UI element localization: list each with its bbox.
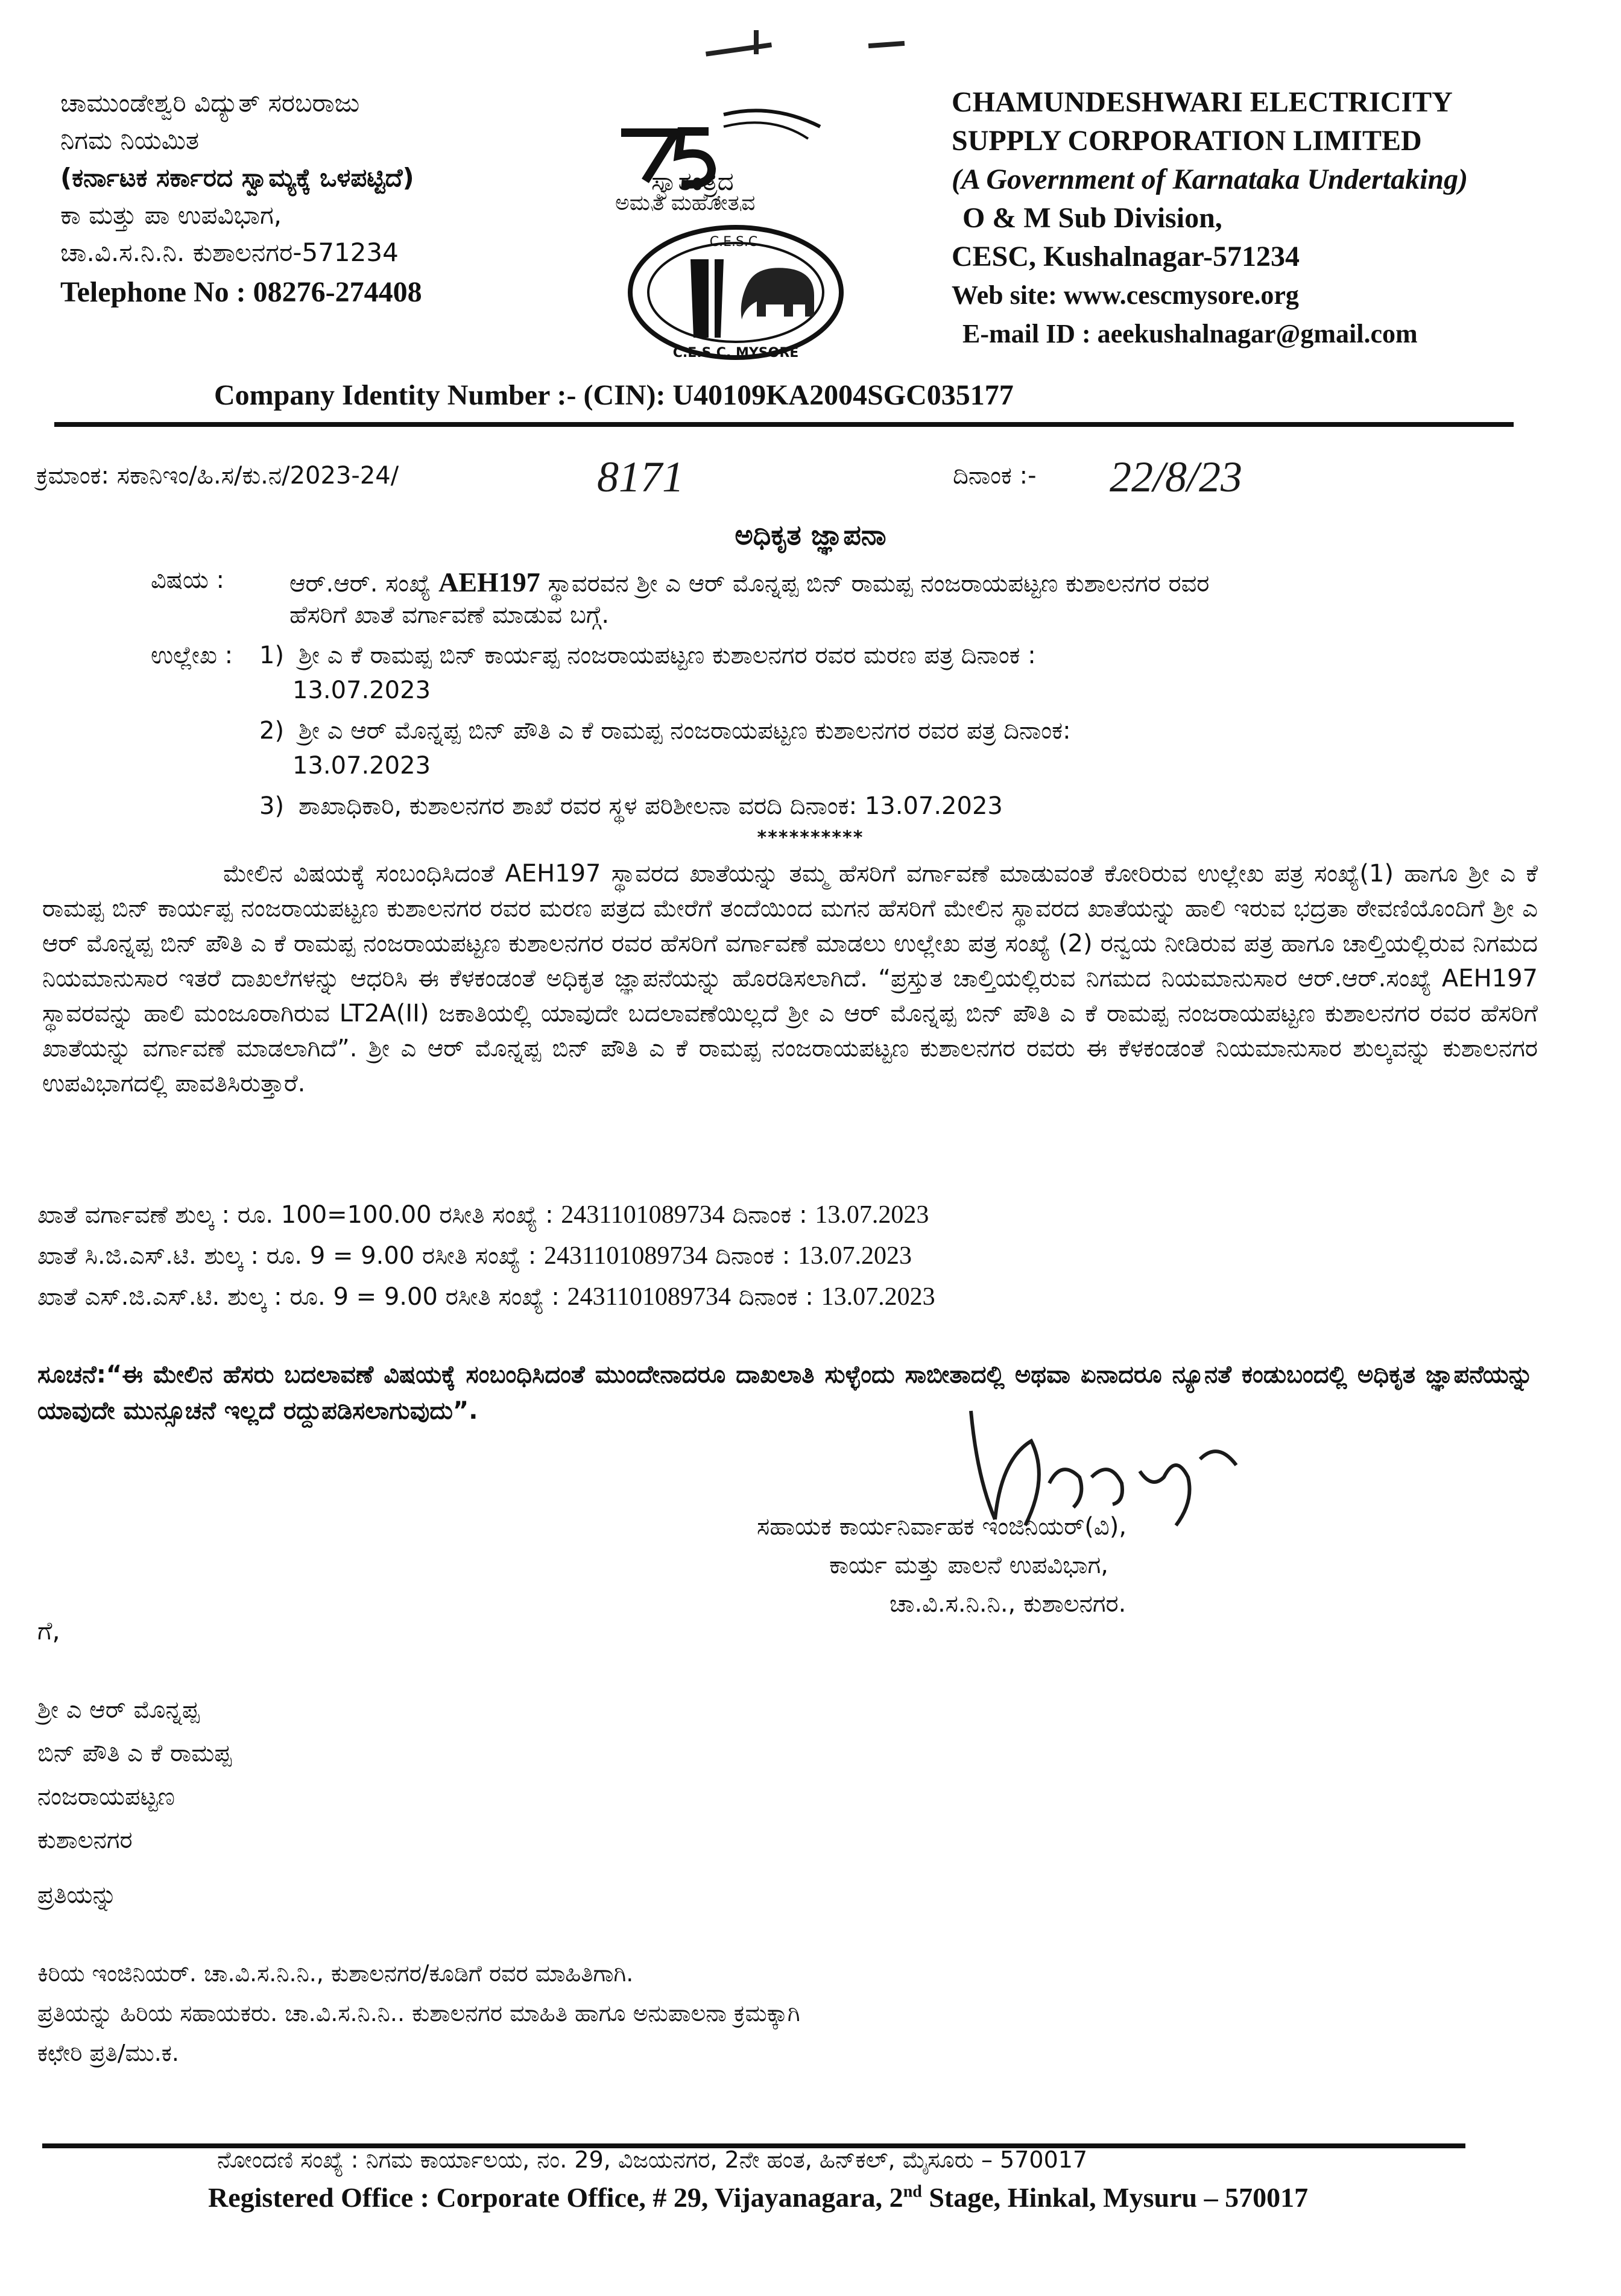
fee-date-label: ದಿನಾಂಕ : xyxy=(732,1201,807,1229)
addressee-line: ಬಿನ್ ಪೌತಿ ಎ ಕೆ ರಾಮಪ್ಪ xyxy=(37,1739,232,1767)
footer-english-post: Stage, Hinkal, Mysuru – 570017 xyxy=(921,2182,1309,2213)
sub-division: O & M Sub Division, xyxy=(962,202,1222,234)
company-identity-number: Company Identity Number :- (CIN): U40109KA2004SGC035177 xyxy=(214,379,1014,411)
addressee-line: ನಂಜರಾಯಪಟ್ಟಣ xyxy=(37,1783,175,1811)
office-address: CESC, Kushalnagar-571234 xyxy=(952,241,1300,273)
references-label: ಉಲ್ಲೇಖ : xyxy=(151,642,233,669)
fee-row xyxy=(37,1238,1485,1274)
telephone: Telephone No : 08276-274408 xyxy=(60,276,422,308)
copy-block xyxy=(37,1954,800,2073)
footer-registered-office xyxy=(208,2181,1308,2213)
fee-label: ಖಾತೆ ಎಸ್.ಜಿ.ಎಸ್.ಟಿ. ಶುಲ್ಕ : ರೂ. 9 = 9.00 ರಸೀತಿ ಸಂಖ್ಯೆ : xyxy=(37,1283,560,1311)
addressee-block xyxy=(37,1688,232,1862)
scan-mark xyxy=(868,41,905,48)
subject-text-pre: ಆರ್.ಆರ್. ಸಂಖ್ಯೆ xyxy=(289,570,431,598)
scan-mark xyxy=(754,30,759,54)
fee-date-label: ದಿನಾಂಕ : xyxy=(738,1283,814,1311)
subject-label: ವಿಷಯ : xyxy=(151,566,225,594)
body-text: ಮೇಲಿನ ವಿಷಯಕ್ಕೆ ಸಂಬಂಧಿಸಿದಂತೆ AEH197 ಸ್ಥಾವರದ ಖಾತೆಯನ್ನು ತಮ್ಮ ಹೆಸರಿಗೆ ವರ್ಗಾವಣೆ ಮಾಡುವಂತೆ ಕೋರಿರುವ ಉಲ್ಲೇಖ ಪತ್ರ ಸಂಖ್ಯೆ(1) ಹಾಗೂ ಶ್ರೀ ಎ ಕೆ ರಾಮಪ್ಪ ಬಿನ್ ಕಾರ್ಯಪ್ಪ ನಂಜರಾಯಪಟ್ಟಣ ಕುಶಾಲನಗರ ರವರ ಮರಣ ಪತ್ರದ ಮೇರೆಗೆ ತಂದೆಯಿಂದ ಮಗನ ಹೆಸರಿಗೆ ಮೇಲಿನ ಸ್ಥಾವರದ ಖಾತೆಯನ್ನು ಹಾಲಿ ಇರುವ ಭದ್ರತಾ ಠೇವಣಿಯೊಂದಿಗೆ ಶ್ರೀ ಎ ಆರ್ ಮೊನ್ನಪ್ಪ ಬಿನ್ ಪೌತಿ ಎ ಕೆ ರಾಮಪ್ಪ ನಂಜರಾಯಪಟ್ಟಣ ಕುಶಾಲನಗರ ರವರ ಹೆಸರಿಗೆ ವರ್ಗಾವಣೆ ಮಾಡಲು ಉಲ್ಲೇಖ ಪತ್ರ ಸಂಖ್ಯೆ (2) ರನ್ವಯ ನೀಡಿರುವ ಪತ್ರ ಹಾಗೂ ಚಾಲ್ತಿಯಲ್ಲಿರುವ ನಿಗಮದ ನಿಯಮಾನುಸಾರ ಇತರೆ ದಾಖಲೆಗಳನ್ನು ಆಧರಿಸಿ ಈ ಕೆಳಕಂಡಂತೆ ಅಧಿಕೃತ ಜ್ಞಾಪನೆಯನ್ನು ಹೊರಡಿಸಲಾಗಿದೆ. “ಪ್ರಸ್ತುತ ಚಾಲ್ತಿಯಲ್ಲಿರುವ ನಿಗಮದ ನಿಯಮಾನುಸಾರ ಆರ್.ಆರ್.ಸಂಖ್ಯೆ AEH197 ಸ್ಥಾವರವನ್ನು ಹಾಲಿ ಮಂಜೂರಾಗಿರುವ LT2A(II) ಜಕಾತಿಯಲ್ಲಿ ಯಾವುದೇ ಬದಲಾವಣೆಯಿಲ್ಲದೆ ಶ್ರೀ ಎ ಆರ್ ಮೊನ್ನಪ್ಪ ಬಿನ್ ಪೌತಿ ಎ ಕೆ ರಾಮಪ್ಪ ನಂಜರಾಯಪಟ್ಟಣ ಕುಶಾಲನಗರ ರವರ ಹೆಸರಿಗೆ ಖಾತೆಯನ್ನು ವರ್ಗಾವಣೆ ಮಾಡಲಾಗಿದೆ”. ಶ್ರೀ ಎ ಆರ್ ಮೊನ್ನಪ್ಪ ಬಿನ್ ಪೌತಿ ಎ ಕೆ ರಾಮಪ್ಪ ನಂಜರಾಯಪಟ್ಟಣ ಕುಶಾಲನಗರ ರವರು ಈ ಕೆಳಕಂಡಂತೆ ನಿಯಮಾನುಸಾರ ಶುಲ್ಕವನ್ನು ಕುಶಾಲನಗರ ಉಪವಿಭಾಗದಲ್ಲಿ ಪಾವತಿಸಿರುತ್ತಾರೆ. xyxy=(42,860,1538,1097)
fees-block xyxy=(37,1197,1485,1315)
copy-line: ಕಛೇರಿ ಪ್ರತಿ/ಮು.ಕ. xyxy=(37,2040,179,2066)
subject-line-2: ಹೆಸರಿಗೆ ಖಾತೆ ವರ್ಗಾವಣೆ ಮಾಡುವ ಬಗ್ಗೆ. xyxy=(289,601,610,629)
azadi-text-1: ಸ್ವಾತಂತ್ರ್ಯದ xyxy=(651,166,734,196)
svg-text:C.E.S.C.: C.E.S.C. xyxy=(709,235,762,250)
signatory-block xyxy=(757,1507,1541,1623)
copy-label: ಪ್ರತಿಯನ್ನು xyxy=(37,1881,117,1909)
note-text: ಸೂಚನೆ:“ಈ ಮೇಲಿನ ಹೆಸರು ಬದಲಾವಣೆ ವಿಷಯಕ್ಕೆ ಸಂಬಂಧಿಸಿದಂತೆ ಮುಂದೇನಾದರೂ ದಾಖಲಾತಿ ಸುಳ್ಳೆಂದು ಸಾಬೀತಾದಲ್ಲಿ ಅಥವಾ ಏನಾದರೂ ನ್ಯೂನತೆ ಕಂಡುಬಂದಲ್ಲಿ ಅಧಿಕೃತ ಜ್ಞಾಪನೆಯನ್ನು ಯಾವುದೇ ಮುನ್ಸೂಚನೆ ಇಲ್ಲದೆ ರದ್ದುಪಡಿಸಲಾಗುವುದು”. xyxy=(37,1361,1533,1425)
fee-receipt: 2431101089734 xyxy=(567,1283,732,1311)
reference-item-text: ಶ್ರೀ ಎ ಆರ್ ಮೊನ್ನಪ್ಪ ಬಿನ್ ಪೌತಿ ಎ ಕೆ ರಾಮಪ್ಪ ನಂಜರಾಯಪಟ್ಟಣ ಕುಶಾಲನಗರ ರವರ ಪತ್ರ ದಿನಾಂಕ: xyxy=(299,717,1071,745)
date-handwritten: 22/8/23 xyxy=(1110,453,1243,501)
fee-date: 13.07.2023 xyxy=(815,1201,929,1229)
reference-label: ಕ್ರಮಾಂಕ: ಸಕಾನಿಇಂ/ಹಿ.ಸ/ಕು.ನ/2023-24/ xyxy=(36,462,399,490)
fee-receipt: 2431101089734 xyxy=(543,1242,708,1270)
footer-kannada: ನೋಂದಣಿ ಸಂಖ್ಯೆ : ನಿಗಮ ಕಾರ್ಯಾಲಯ, ನಂ. 29, ವಿಜಯನಗರ, 2ನೇ ಹಂತ, ಹಿನ್‌ಕಲ್, ಮೈಸೂರು – 570017 xyxy=(217,2146,1088,2173)
company-name-line2: SUPPLY CORPORATION LIMITED xyxy=(952,125,1422,157)
body-paragraph xyxy=(42,856,1538,1101)
header-kannada-line: ಚಾಮುಂಡೇಶ್ವರಿ ವಿದ್ಯುತ್ ಸರಬರಾಜು xyxy=(60,88,360,118)
addressee-line: ಶ್ರೀ ಎ ಆರ್ ಮೊನ್ನಪ್ಪ xyxy=(37,1696,200,1724)
note-block xyxy=(37,1357,1533,1429)
reference-item-number: 2) xyxy=(259,717,285,745)
fee-date-label: ದಿನಾಂಕ : xyxy=(715,1242,791,1270)
signatory-designation: ಸಹಾಯಕ ಕಾರ್ಯನಿರ್ವಾಹಕ ಇಂಜಿನಿಯರ್(ವಿ), xyxy=(757,1513,1127,1541)
separator-stars: ********** xyxy=(757,827,864,848)
header-kannada-line: ನಿಗಮ ನಿಯಮಿತ xyxy=(60,125,200,155)
reference-item-text: ಶ್ರೀ ಎ ಕೆ ರಾಮಪ್ಪ ಬಿನ್ ಕಾರ್ಯಪ್ಪ ನಂಜರಾಯಪಟ್ಟಣ ಕುಶಾಲನಗರ ರವರ ಮರಣ ಪತ್ರ ದಿನಾಂಕ : xyxy=(299,642,1036,669)
copy-line: ಕಿರಿಯ ಇಂಜಿನಿಯರ್. ಚಾ.ವಿ.ಸ.ನಿ.ನಿ., ಕುಶಾಲನಗರ/ಕೂಡಿಗೆ ರವರ ಮಾಹಿತಿಗಾಗಿ. xyxy=(37,1960,634,1987)
fee-row xyxy=(37,1197,1485,1233)
addressee-label: ಗೆ, xyxy=(37,1616,60,1645)
fee-receipt: 2431101089734 xyxy=(561,1201,725,1229)
document-title: ಅಧಿಕೃತ ಜ್ಞಾಪನಾ xyxy=(735,519,886,551)
header-divider xyxy=(54,422,1514,427)
header-english-block xyxy=(952,83,1591,353)
reference-item-date: 13.07.2023 xyxy=(292,752,431,780)
website: Web site: www.cescmysore.org xyxy=(952,280,1299,310)
cesc-seal-logo xyxy=(624,223,847,362)
fee-date: 13.07.2023 xyxy=(797,1242,912,1270)
reference-item-number: 3) xyxy=(259,792,285,820)
reference-number-row xyxy=(36,453,1580,506)
govt-undertaking-line: (A Government of Karnataka Undertaking) xyxy=(952,163,1468,195)
reference-item-number: 1) xyxy=(259,642,285,669)
fee-row xyxy=(37,1279,1485,1315)
email: E-mail ID : aeekushalnagar@gmail.com xyxy=(962,319,1418,348)
date-label: ದಿನಾಂಕ :- xyxy=(953,462,1037,490)
fee-label: ಖಾತೆ ಸಿ.ಜಿ.ಎಸ್.ಟಿ. ಶುಲ್ಕ : ರೂ. 9 = 9.00 ರಸೀತಿ ಸಂಖ್ಯೆ : xyxy=(37,1242,537,1270)
rr-number: AEH197 xyxy=(438,567,540,598)
header-kannada-line: ಕಾ ಮತ್ತು ಪಾ ಉಪವಿಭಾಗ, xyxy=(60,200,282,230)
copy-line: ಪ್ರತಿಯನ್ನು ಹಿರಿಯ ಸಹಾಯಕರು. ಚಾ.ವಿ.ಸ.ನಿ.ನಿ.. ಕುಶಾಲನಗರ ಮಾಹಿತಿ ಹಾಗೂ ಅನುಪಾಲನಾ ಕ್ರಮಕ್ಕಾಗಿ xyxy=(37,2000,800,2026)
reference-item-date: 13.07.2023 xyxy=(292,676,431,704)
footer-english-sup: nd xyxy=(903,2182,922,2201)
header-kannada-line: ಚಾ.ವಿ.ಸ.ನಿ.ನಿ. ಕುಶಾಲನಗರ-571234 xyxy=(60,238,399,267)
signatory-division: ಕಾರ್ಯ ಮತ್ತು ಪಾಲನೆ ಉಪವಿಭಾಗ, xyxy=(829,1551,1108,1579)
subject-text-post: ಸ್ಥಾವರವನ ಶ್ರೀ ಎ ಆರ್ ಮೊನ್ನಪ್ಪ ಬಿನ್ ರಾಮಪ್ಪ ನಂಜರಾಯಪಟ್ಟಣ ಕುಶಾಲನಗರ ರವರ xyxy=(548,570,1210,598)
reference-number-handwritten: 8171 xyxy=(597,453,684,501)
signatory-office: ಚಾ.ವಿ.ಸ.ನಿ.ನಿ., ಕುಶಾಲನಗರ. xyxy=(889,1590,1126,1618)
cesc-seal-text: C.E.S.C. MYSORE xyxy=(672,345,799,361)
addressee-line: ಕುಶಾಲನಗರ xyxy=(37,1826,133,1854)
header-kannada-block xyxy=(60,84,579,311)
company-name-line1: CHAMUNDESHWARI ELECTRICITY xyxy=(952,86,1453,118)
azadi-ka-amrit-mahotsav-logo xyxy=(603,90,917,211)
azadi-text-2: ಅಮೃತ ಮಹೋತ್ಸವ xyxy=(615,191,756,211)
reference-item-text: ಶಾಖಾಧಿಕಾರಿ, ಕುಶಾಲನಗರ ಶಾಖೆ ರವರ ಸ್ಥಳ ಪರಿಶೀಲನಾ ವರದಿ ದಿನಾಂಕ: 13.07.2023 xyxy=(299,792,1003,820)
header-kannada-line: (ಕರ್ನಾಟಕ ಸರ್ಕಾರದ ಸ್ವಾಮ್ಯಕ್ಕೆ ಒಳಪಟ್ಟಿದೆ) xyxy=(60,163,414,192)
fee-date: 13.07.2023 xyxy=(821,1283,935,1311)
scan-mark xyxy=(706,42,772,56)
footer-english-pre: Registered Office : Corporate Office, # 29, Vijayanagara, 2 xyxy=(208,2182,903,2213)
fee-label: ಖಾತೆ ವರ್ಗಾವಣೆ ಶುಲ್ಕ : ರೂ. 100=100.00 ರಸೀತಿ ಸಂಖ್ಯೆ : xyxy=(37,1201,554,1229)
